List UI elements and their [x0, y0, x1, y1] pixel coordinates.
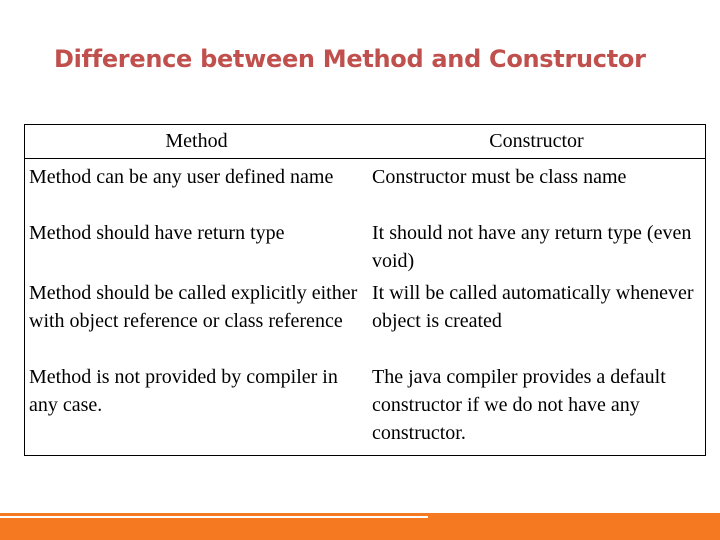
- method-cell: Method is not provided by compiler in any case.: [29, 366, 338, 416]
- table-header-row: [25, 125, 706, 159]
- slide-title: Difference between Method and Constructor: [54, 45, 646, 73]
- constructor-cell: It will be called automatically whenever object is created: [372, 282, 694, 332]
- table-row: [25, 279, 706, 363]
- table-row: [25, 363, 706, 456]
- method-cell: Method should be called explicitly either with object reference or class reference: [29, 282, 358, 332]
- header-constructor: Constructor: [368, 125, 706, 159]
- constructor-cell: Constructor must be class name: [372, 166, 627, 188]
- footer-divider-line: [0, 516, 428, 518]
- header-method: Method: [25, 125, 369, 159]
- constructor-cell: It should not have any return type (even void): [372, 222, 692, 272]
- comparison-table: [24, 124, 706, 456]
- method-cell: Method can be any user defined name: [29, 166, 334, 188]
- constructor-cell: The java compiler provides a default constructor if we do not have any constructor.: [372, 366, 666, 444]
- method-cell: Method should have return type: [29, 222, 285, 244]
- table-row: [25, 159, 706, 220]
- table-row: [25, 219, 706, 279]
